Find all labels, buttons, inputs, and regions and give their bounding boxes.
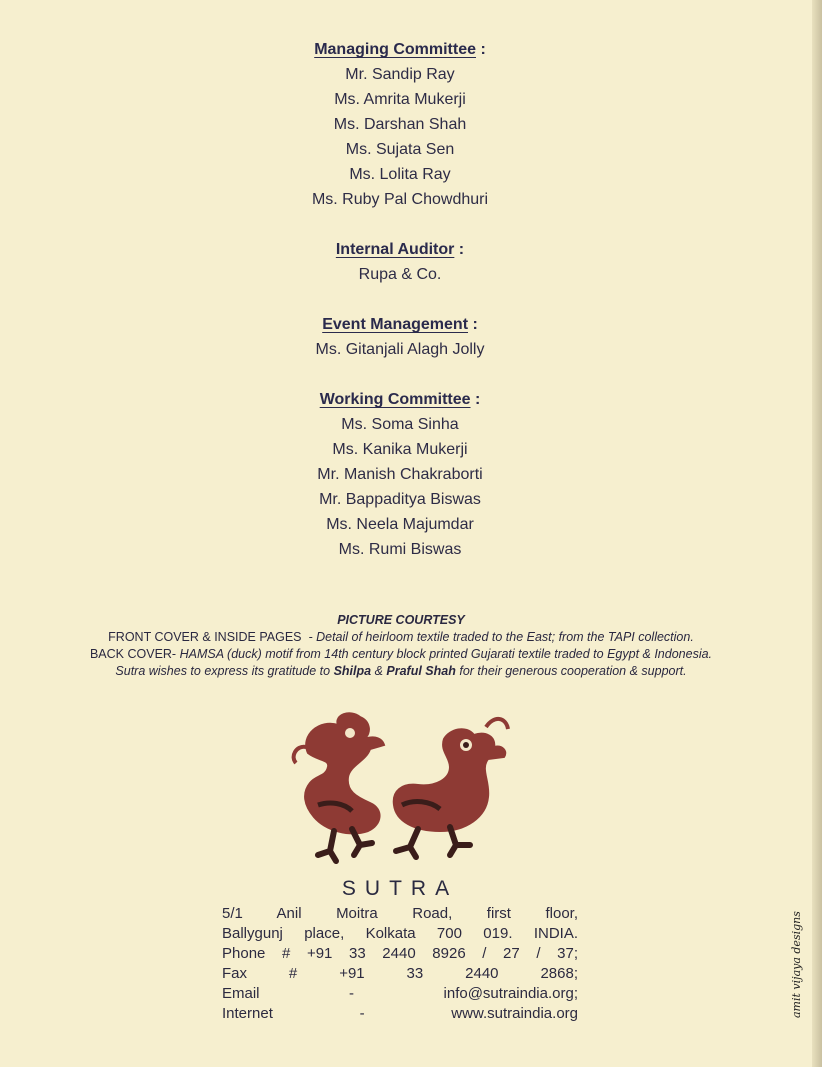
courtesy-title: PICTURE COURTESY	[337, 613, 465, 627]
section-heading: Working Committee :	[319, 391, 481, 408]
designer-credit: amit vijaya designs	[790, 911, 803, 1018]
gratitude-line: Sutra wishes to express its gratitude to Shilpa & Praful Shah for their generous cooperation & support.	[115, 664, 687, 678]
working-committee-section	[0, 387, 800, 562]
member-name: Ms. Rumi Biswas	[338, 541, 462, 558]
right-duck	[394, 719, 508, 857]
member-name: Ms. Darshan Shah	[333, 116, 467, 133]
left-duck	[294, 713, 384, 861]
section-heading: Internal Auditor :	[335, 241, 465, 258]
member-name: Ms. Soma Sinha	[341, 416, 459, 433]
section-heading: Event Management :	[322, 316, 478, 333]
hamsa-duck-motif	[290, 705, 520, 870]
phone-line: Phone # +91 33 2440 8926 / 27 / 37;	[222, 945, 578, 962]
picture-courtesy	[40, 612, 762, 680]
member-name: Mr. Manish Chakraborti	[317, 466, 483, 483]
contact-block	[222, 904, 578, 1024]
member-name: Ms. Gitanjali Alagh Jolly	[315, 341, 485, 358]
member-name: Rupa & Co.	[358, 266, 442, 283]
member-name: Ms. Neela Majumdar	[326, 516, 474, 533]
address-line: Ballygunj place, Kolkata 700 019. INDIA.	[222, 925, 578, 942]
email-line: Email - info@sutraindia.org;	[222, 985, 578, 1002]
member-name: Ms. Ruby Pal Chowdhuri	[311, 191, 489, 208]
member-name: Ms. Sujata Sen	[345, 141, 455, 158]
paper-edge	[812, 0, 822, 1067]
member-name: Ms. Kanika Mukerji	[332, 441, 468, 458]
managing-committee-section	[0, 37, 800, 212]
internal-auditor-section	[0, 237, 800, 287]
front-cover-credit: FRONT COVER & INSIDE PAGES - Detail of heirloom textile traded to the East; from the TAPI collection.	[108, 630, 694, 644]
member-name: Ms. Amrita Mukerji	[334, 91, 466, 108]
fax-line: Fax # +91 33 2440 2868;	[222, 965, 578, 982]
address-line: 5/1 Anil Moitra Road, first floor,	[222, 905, 578, 922]
back-cover-credit: BACK COVER- HAMSA (duck) motif from 14th century block printed Gujarati textile traded to Egypt & Indonesia.	[89, 647, 713, 661]
member-name: Ms. Lolita Ray	[349, 166, 451, 183]
member-name: Mr. Bappaditya Biswas	[319, 491, 481, 508]
organization-name: SUTRA	[341, 877, 459, 900]
member-name: Mr. Sandip Ray	[345, 66, 455, 83]
website-line: Internet - www.sutraindia.org	[222, 1005, 578, 1022]
section-heading: Managing Committee :	[314, 41, 486, 58]
event-management-section	[0, 312, 800, 362]
committee-list	[0, 37, 800, 562]
